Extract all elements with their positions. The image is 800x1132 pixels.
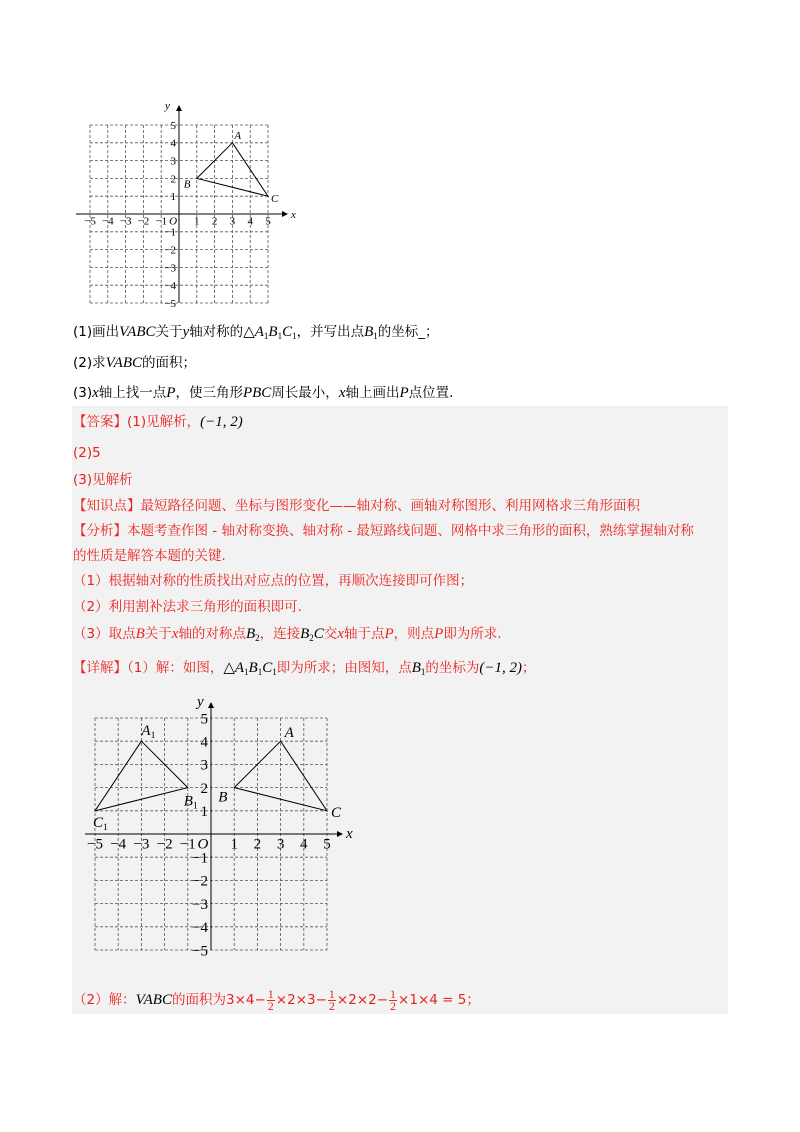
x-tick-label: −4 xyxy=(110,836,127,853)
y-tick-label: −3 xyxy=(192,896,208,913)
x-tick-label: −4 xyxy=(101,215,114,228)
x-tick-label: 3 xyxy=(229,215,236,228)
y-tick-label: 2 xyxy=(170,173,176,186)
x-tick-label: −5 xyxy=(84,215,96,228)
y-tick-label: 5 xyxy=(170,119,176,132)
x-tick-label: 4 xyxy=(300,836,308,853)
y-tick-label: −5 xyxy=(164,297,176,307)
step-2: （2）利用割补法求三角形的面积即可. xyxy=(73,599,302,615)
vertex-subscript: 1 xyxy=(150,730,156,742)
y-tick-label: −4 xyxy=(164,280,176,293)
x-tick-label: −1 xyxy=(155,215,168,228)
y-axis-label: y xyxy=(197,694,204,710)
answer-line-2: (2)5 xyxy=(73,445,101,461)
x-tick-label: −5 xyxy=(87,836,103,853)
vertex-label-b1: $B_1$ xyxy=(183,793,198,812)
coordinate-figure-1 xyxy=(70,92,300,307)
x-tick-label: −2 xyxy=(156,836,173,853)
vertex-label-a1: $A_1$ xyxy=(141,723,156,742)
answer-line-3: (3)见解析 xyxy=(73,472,133,488)
step-3: （3）取点B关于x轴的对称点$B_2$，连接$B_2C$交x轴于点P，则点P即为所求. xyxy=(73,626,502,643)
x-tick-label: −2 xyxy=(137,215,150,228)
x-tick-label: −3 xyxy=(133,836,150,853)
x-axis-label: x xyxy=(346,826,353,842)
y-tick-label: −5 xyxy=(192,943,208,960)
y-tick-label: −4 xyxy=(192,920,208,937)
answer-line-1: 【答案】(1)见解析，(−1, 2) xyxy=(73,414,243,430)
question-1: (1)画出VABC关于y轴对称的$\triangle A_1B_1C_1$，并写出点$B_1$的坐标_； xyxy=(73,324,439,341)
step-1: （1）根据轴对称的性质找出对应点的位置，再顺次连接即可作图； xyxy=(73,573,474,589)
y-tick-label: −3 xyxy=(164,262,176,275)
coordinate-figure-2 xyxy=(64,686,364,976)
x-axis-arrow xyxy=(282,211,288,217)
vertex-subscript: 1 xyxy=(103,821,108,833)
y-tick-label: 4 xyxy=(200,734,208,751)
question-2: (2)求VABC的面积； xyxy=(73,355,197,371)
part-2-solution: （2）解：VABC的面积为3×4− $\frac{1}{2}$ ×2×3− $\frac{1}{2}$ ×2×2− $\frac{1}{2}$ ×1×4 = 5； xyxy=(73,986,480,1013)
x-tick-label: 2 xyxy=(253,836,262,853)
detail-line: 【详解】（1）解：如图，$\triangle A_1B_1C_1$即为所求；由图知，点$B_1$的坐标为(−1, 2)； xyxy=(73,660,536,677)
vertex-label-a: A xyxy=(234,129,242,142)
y-axis-arrow xyxy=(208,702,214,708)
vertex-subscript: 1 xyxy=(192,800,198,812)
x-tick-label: 1 xyxy=(230,836,238,853)
y-tick-label: 5 xyxy=(200,711,208,728)
y-tick-label: 1 xyxy=(200,804,208,821)
vertex-label-c: C xyxy=(331,804,342,821)
y-axis-label: y xyxy=(165,100,170,112)
y-axis-arrow xyxy=(176,105,182,111)
x-tick-label: −3 xyxy=(119,215,132,228)
y-tick-label: −1 xyxy=(164,226,176,239)
y-tick-label: 3 xyxy=(200,757,208,774)
x-tick-label: 3 xyxy=(276,836,285,853)
vertex-label-b: B xyxy=(218,789,228,806)
origin-label: O xyxy=(197,836,209,853)
vertex-label-a: A xyxy=(284,725,294,742)
fraction: $\frac{1}{2}$ xyxy=(328,986,335,1013)
origin-label: O xyxy=(169,215,178,228)
x-tick-label: 2 xyxy=(211,215,218,228)
x-tick-label: 5 xyxy=(265,215,271,228)
vertex-label-b: B xyxy=(183,178,191,191)
x-axis-label: x xyxy=(291,209,296,221)
x-axis-arrow xyxy=(337,831,343,837)
x-tick-label: 5 xyxy=(323,836,331,853)
analysis-line-1: 【分析】本题考查作图 - 轴对称变换、轴对称 - 最短路线问题、网格中求三角形的面积，熟练掌握轴对称 xyxy=(73,523,694,539)
y-tick-label: −2 xyxy=(192,873,208,890)
y-tick-label: −1 xyxy=(192,850,208,867)
y-tick-label: 3 xyxy=(170,155,176,168)
y-tick-label: 2 xyxy=(200,780,208,797)
x-tick-label: 1 xyxy=(194,215,200,228)
knowledge-line: 【知识点】最短路径问题、坐标与图形变化——轴对称、画轴对称图形、利用网格求三角形面积 xyxy=(73,498,640,514)
vertex-label-c1: $C_1$ xyxy=(93,814,108,833)
fraction: $\frac{1}{2}$ xyxy=(390,986,397,1013)
x-tick-label: −1 xyxy=(179,836,196,853)
analysis-line-2: 的性质是解答本题的关键. xyxy=(73,548,226,564)
x-tick-label: 4 xyxy=(247,215,253,228)
y-tick-label: 4 xyxy=(170,137,176,150)
y-tick-label: −2 xyxy=(164,244,176,257)
fraction: $\frac{1}{2}$ xyxy=(267,986,274,1013)
y-tick-label: 1 xyxy=(170,191,176,204)
vertex-label-c: C xyxy=(271,193,279,206)
question-3: (3)x轴上找一点P，使三角形PBC周长最小，x轴上画出P点位置. xyxy=(73,385,454,401)
